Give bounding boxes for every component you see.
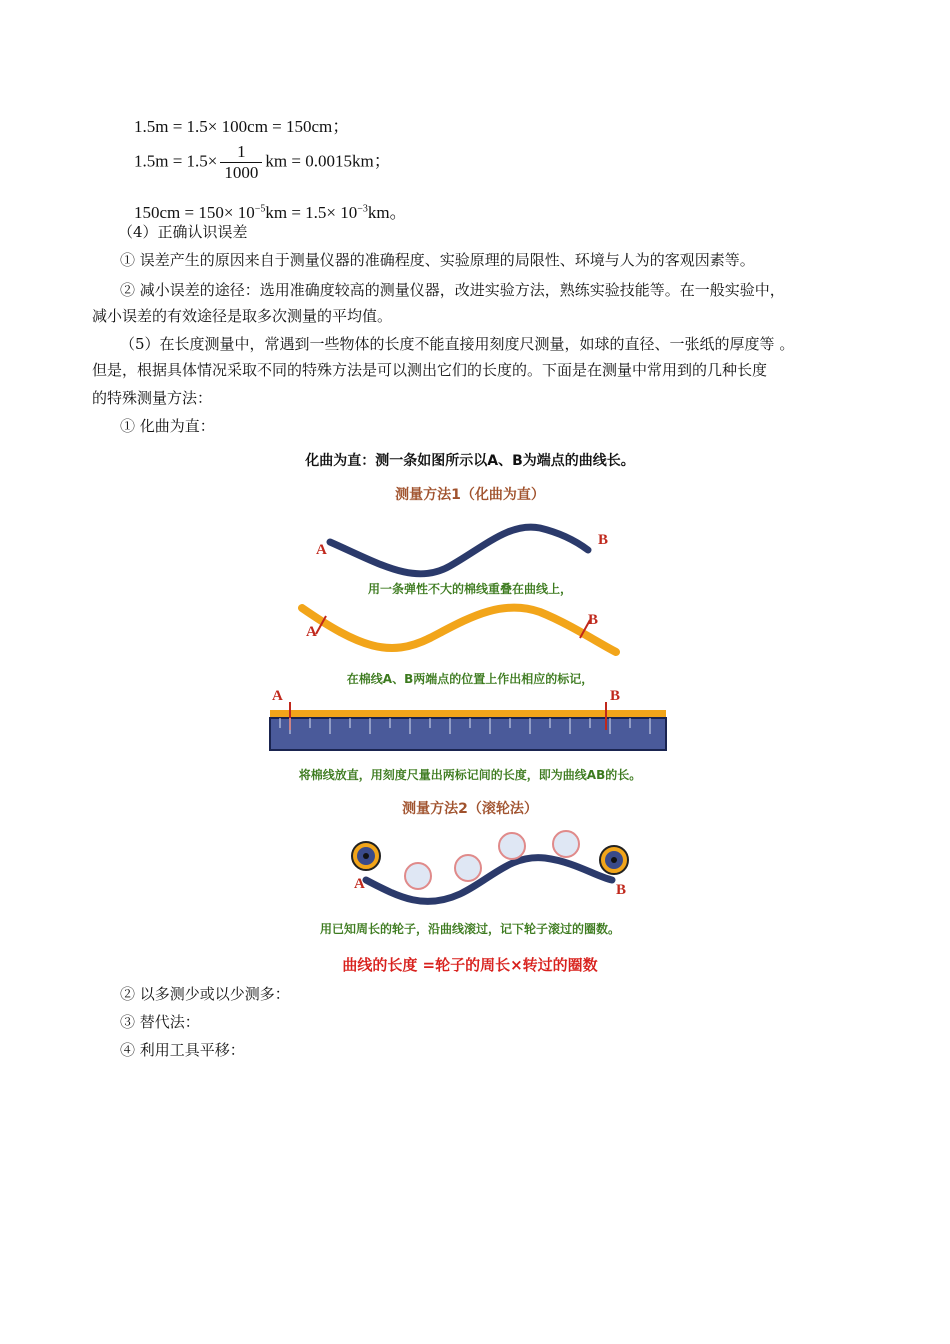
label-a-2: A <box>306 624 317 640</box>
equation-2-right: km = 0.0015km； <box>265 151 391 171</box>
formula: 曲线的长度 =轮子的周长×转过的圈数 <box>342 956 598 974</box>
fraction-numerator: 1 <box>220 142 262 163</box>
caption-3: 将棉线放直，用刻度尺量出两标记间的长度，即为曲线AB的长。 <box>298 768 642 782</box>
cotton-thread <box>302 608 616 652</box>
method-2-heading: ② 以多测少或以少测多： <box>120 985 290 1003</box>
label-a-4: A <box>354 876 365 892</box>
caption-1: 用一条弹性不大的棉线重叠在曲线上， <box>367 582 572 596</box>
caption-2: 在棉线A、B两端点的位置上作出相应的标记， <box>346 672 594 686</box>
paragraph-reduce-error-2: 减小误差的有效途径是取多次测量的平均值。 <box>92 307 393 325</box>
equation-3-part-c: km。 <box>367 203 407 222</box>
equation-3-part-b: km = 1.5× 10 <box>265 203 358 222</box>
method-3-heading: ③ 替代法： <box>120 1013 200 1031</box>
paragraph-5-line-3: 的特殊测量方法： <box>92 389 213 407</box>
method-1-title: 测量方法1（化曲为直） <box>395 487 545 503</box>
label-b-2: B <box>588 612 599 628</box>
method-1-heading: ① 化曲为直： <box>120 417 215 435</box>
curve-ab <box>330 527 588 574</box>
paragraph-error-causes: ① 误差产生的原因来自于测量仪器的准确程度、实验原理的局限性、环境与人为的客观因素等。 <box>120 251 755 269</box>
equation-3-part-a: 150cm = 150× 10 <box>134 203 255 222</box>
equation-2-left: 1.5m = 1.5× <box>134 151 218 171</box>
wheel-start <box>352 842 380 870</box>
fraction-denominator: 1000 <box>224 163 259 182</box>
section-4-heading: （4）正确认识误差 <box>118 223 248 241</box>
equation-3 <box>134 198 407 223</box>
exponent-1: −5 <box>254 203 266 215</box>
label-b-3: B <box>610 688 621 704</box>
curve-measurement-figure <box>250 448 690 983</box>
label-a-1: A <box>316 542 327 558</box>
equation-2 <box>134 142 391 183</box>
paragraph-5-line-1: （5）在长度测量中，常遇到一些物体的长度不能直接用刻度尺测量，如球的直径、一张纸的厚度等 。 <box>120 335 795 353</box>
label-b-4: B <box>616 882 627 898</box>
label-a-3: A <box>272 688 283 704</box>
figure-title: 化曲为直：测一条如图所示以A、B为端点的曲线长。 <box>305 453 635 469</box>
label-b-1: B <box>598 532 609 548</box>
curve-ab-wheel <box>366 858 612 902</box>
caption-4: 用已知周长的轮子，沿曲线滚过，记下轮子滚过的圈数。 <box>319 922 620 936</box>
method-2-title: 测量方法2（滚轮法） <box>402 801 538 817</box>
fraction <box>220 142 262 183</box>
exponent-2: −3 <box>357 203 368 215</box>
method-4-heading: ④ 利用工具平移： <box>120 1041 245 1059</box>
wheel-end <box>600 846 628 874</box>
figure-drawing <box>250 448 690 983</box>
paragraph-5-line-2: 但是，根据具体情况采取不同的特殊方法是可以测出它们的长度的。下面是在测量中常用到的几种长度 <box>92 361 768 379</box>
equation-1: 1.5m = 1.5× 100cm = 150cm； <box>134 117 350 136</box>
paragraph-reduce-error-1: ② 减小误差的途径：选用准确度较高的测量仪器，改进实验方法，熟练实验技能等。在一般实验中， <box>120 281 785 299</box>
